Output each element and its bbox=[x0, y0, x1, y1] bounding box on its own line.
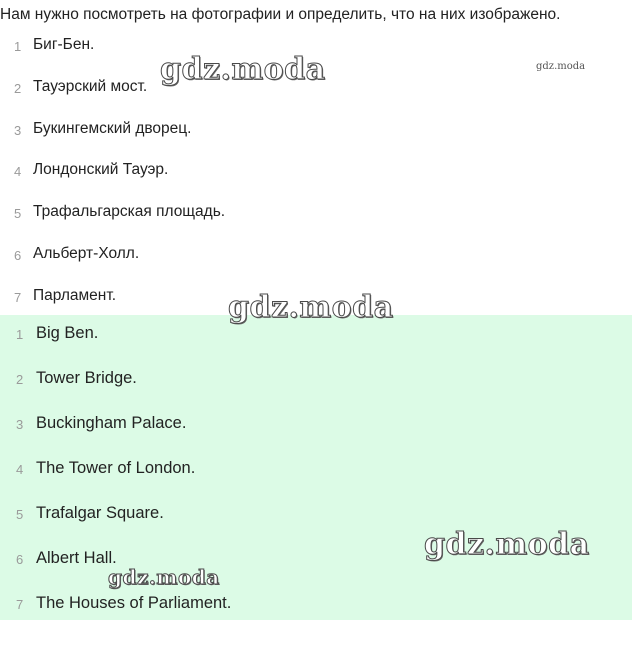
item-text: Tower Bridge. bbox=[36, 369, 137, 387]
item-text: Тауэрский мост. bbox=[33, 77, 148, 95]
item-number: 6 bbox=[16, 552, 24, 567]
list-item bbox=[0, 203, 632, 245]
item-number: 5 bbox=[16, 507, 24, 522]
item-number: 4 bbox=[14, 164, 22, 180]
item-text: Биг-Бен. bbox=[33, 36, 95, 53]
list-item bbox=[0, 324, 632, 369]
english-answer-list bbox=[0, 324, 632, 639]
item-number: 1 bbox=[14, 39, 22, 54]
watermark: gdz.moda bbox=[108, 565, 220, 589]
item-number: 6 bbox=[14, 247, 22, 263]
item-number: 3 bbox=[16, 417, 24, 432]
item-number: 5 bbox=[14, 206, 22, 222]
item-text: Трафальгарская площадь. bbox=[33, 203, 226, 221]
item-text: The Houses of Parliament. bbox=[36, 594, 232, 612]
item-text: Big Ben. bbox=[36, 324, 99, 342]
item-text: Albert Hall. bbox=[36, 549, 117, 567]
watermark: gdz.moda bbox=[160, 52, 326, 87]
list-item bbox=[0, 459, 632, 504]
item-text: Парламент. bbox=[33, 286, 117, 304]
item-number: 4 bbox=[16, 462, 24, 477]
item-number: 7 bbox=[14, 289, 22, 305]
list-item bbox=[0, 120, 632, 162]
list-item bbox=[0, 369, 632, 414]
english-answer-panel bbox=[0, 315, 632, 620]
item-text: Альберт-Холл. bbox=[33, 244, 140, 262]
item-text: Лондонский Тауэр. bbox=[33, 161, 169, 179]
list-item bbox=[0, 594, 632, 639]
item-text: Buckingham Palace. bbox=[36, 414, 187, 432]
item-number: 2 bbox=[16, 372, 24, 387]
item-text: Букингемский дворец. bbox=[33, 119, 192, 137]
item-number: 1 bbox=[16, 327, 24, 342]
item-number: 7 bbox=[16, 597, 24, 612]
list-item bbox=[0, 161, 632, 203]
watermark: gdz.moda bbox=[424, 527, 590, 562]
item-number: 2 bbox=[14, 80, 22, 96]
intro-text: Нам нужно посмотреть на фотографии и определить, что на них изображено. bbox=[0, 6, 561, 23]
item-text: Trafalgar Square. bbox=[36, 504, 164, 522]
list-item bbox=[0, 245, 632, 287]
watermark: gdz.moda bbox=[228, 290, 394, 325]
watermark-small: gdz.moda bbox=[536, 61, 586, 72]
item-number: 3 bbox=[14, 122, 22, 138]
list-item bbox=[0, 414, 632, 459]
item-text: The Tower of London. bbox=[36, 459, 196, 477]
